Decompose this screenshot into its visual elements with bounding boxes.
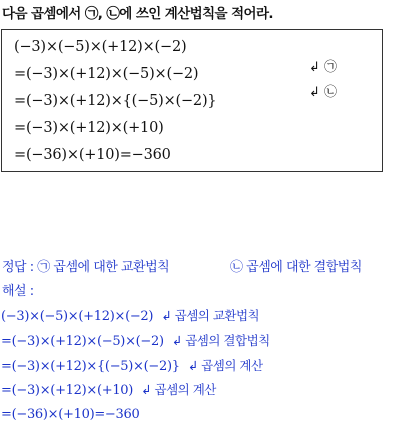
- problem-box: [1, 29, 383, 172]
- solution-line: [1, 355, 263, 374]
- answer-line: [2, 256, 362, 275]
- solution-line: [1, 403, 147, 422]
- solution-reason: ↲ 곱셈의 계산: [187, 358, 263, 373]
- solution-reason: ↲ 곱셈의 결합법칙: [171, 333, 270, 348]
- solution-expr: =(−36)×(+10)=−360: [1, 407, 140, 422]
- answer-b: ㉡ 곱셈에 대한 결합법칙: [230, 260, 362, 275]
- answer-a: ㉠ 곱셈에 대한 교환법칙: [37, 260, 170, 275]
- equation-line: =(−3)×(+12)×{(−5)×(−2)}: [14, 93, 217, 109]
- solution-expr: =(−3)×(+12)×(+10): [1, 383, 134, 398]
- question-text: 다음 곱셈에서 ㉠, ㉡에 쓰인 계산법칙을 적어라.: [2, 6, 273, 22]
- step-marker: ↲ ㉠: [309, 60, 338, 75]
- equation-line: =(−3)×(+12)×(−5)×(−2): [14, 66, 199, 82]
- equation-line: =(−3)×(+12)×(+10): [14, 120, 164, 136]
- solution-line: [1, 330, 270, 349]
- solution-expr: =(−3)×(+12)×(−5)×(−2): [1, 334, 164, 349]
- solution-line: [1, 379, 216, 398]
- solution-reason: ↲ 곱셈의 계산: [141, 382, 216, 397]
- answer-prefix: 정답 :: [2, 260, 38, 275]
- solution-label: 해설 :: [2, 284, 34, 299]
- step-marker: ↲ ㉡: [309, 85, 338, 100]
- solution-line: [1, 305, 259, 324]
- solution-expr: =(−3)×(+12)×{(−5)×(−2)}: [1, 359, 180, 374]
- equation-line: =(−36)×(+10)=−360: [14, 147, 171, 163]
- solution-reason: ↲ 곱셈의 교환법칙: [161, 308, 260, 323]
- equation-line: (−3)×(−5)×(+12)×(−2): [14, 39, 187, 55]
- solution-expr: (−3)×(−5)×(+12)×(−2): [1, 309, 154, 324]
